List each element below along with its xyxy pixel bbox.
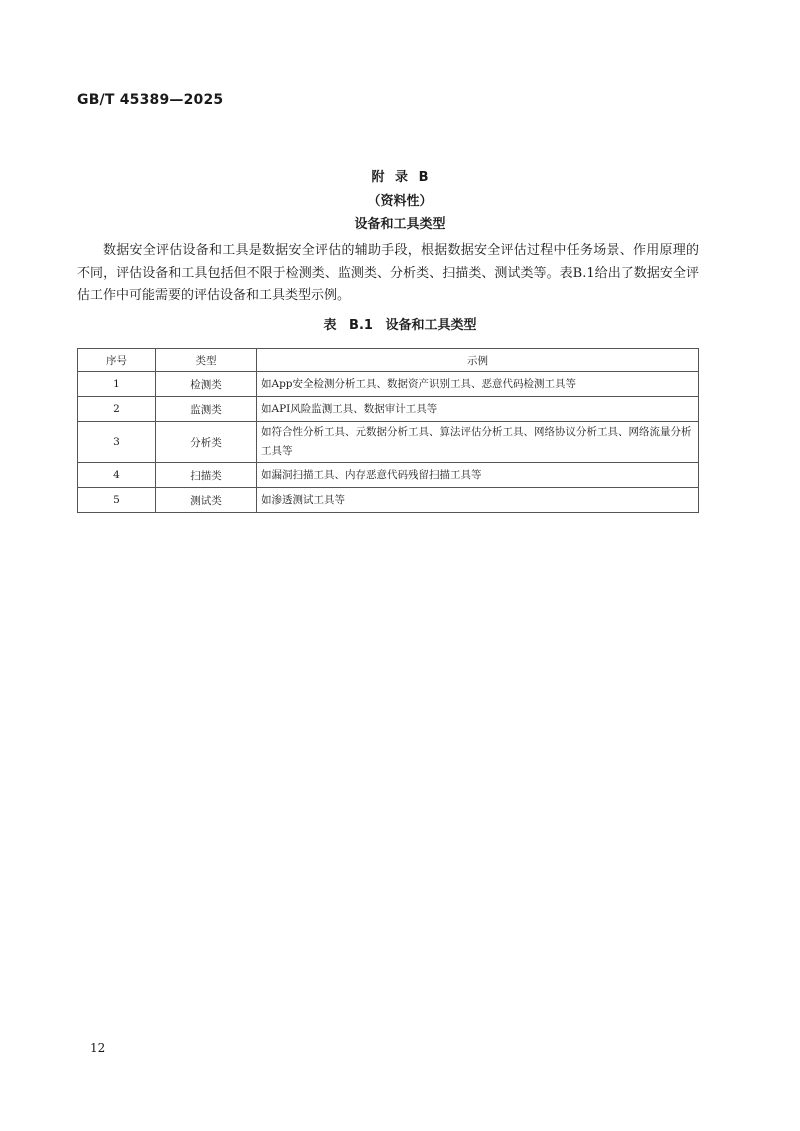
row-example: 如App安全检测分析工具、数据资产识别工具、恶意代码检测工具等 [257,372,699,397]
annex-title: 附 录 B [371,170,429,185]
table-row [78,422,699,463]
row-number: 1 [78,372,156,397]
header-serial-number: 序号 [78,349,156,372]
page-number: 12 [90,1041,106,1055]
header-type: 类型 [156,349,257,372]
annex-type: （资料性） [367,194,433,209]
row-type: 测试类 [156,488,257,513]
table-row [78,397,699,422]
body-paragraph: 数据安全评估设备和工具是数据安全评估的辅助手段，根据数据安全评估过程中任务场景、作用原理的不同，评估设备和工具包括但不限于检测类、监测类、分析类、扫描类、测试类等。表B.1给出了数据安全评估工作中可能需要的评估设备和工具类型示例。 [77,243,699,303]
row-number: 3 [78,422,156,463]
row-type: 检测类 [156,372,257,397]
header-example: 示例 [257,349,699,372]
annex-subject: 设备和工具类型 [354,217,446,232]
table-caption: 表 B.1 设备和工具类型 [323,318,477,333]
table-header-row [78,349,699,372]
row-type: 扫描类 [156,463,257,488]
standard-code: GB/T 45389—2025 [77,92,224,108]
row-type: 分析类 [156,422,257,463]
row-number: 2 [78,397,156,422]
row-example: 如渗透测试工具等 [257,488,699,513]
row-number: 5 [78,488,156,513]
row-example: 如API风险监测工具、数据审计工具等 [257,397,699,422]
row-type: 监测类 [156,397,257,422]
equipment-tool-types-table [77,348,699,513]
row-example: 如漏洞扫描工具、内存恶意代码残留扫描工具等 [257,463,699,488]
row-example: 如符合性分析工具、元数据分析工具、算法评估分析工具、网络协议分析工具、网络流量分析工具等 [257,422,699,463]
row-number: 4 [78,463,156,488]
table-row [78,463,699,488]
table-row [78,372,699,397]
table-row [78,488,699,513]
